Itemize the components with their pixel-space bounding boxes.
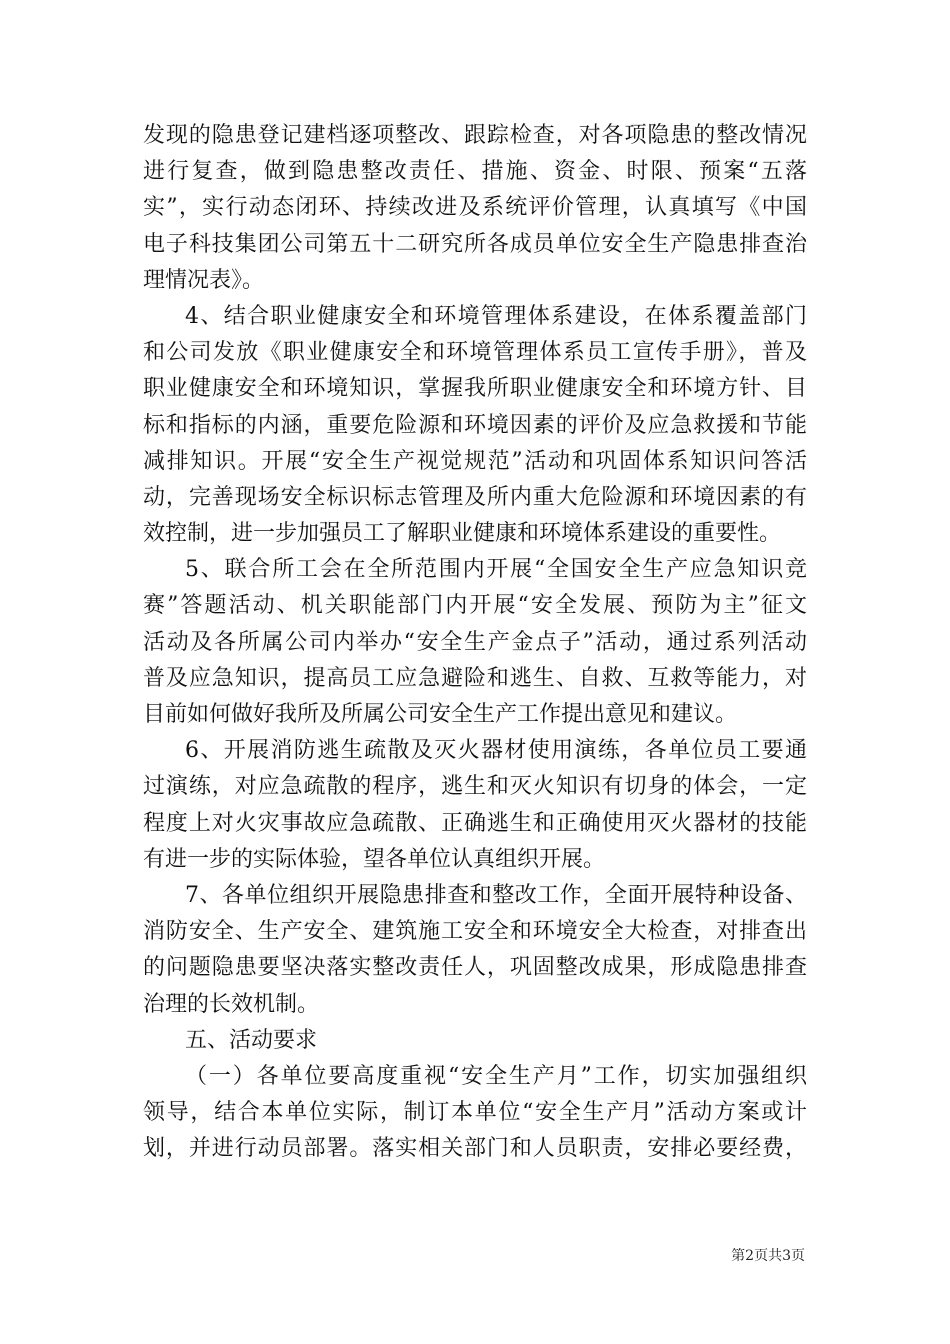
text-line: 程度上对火灾事故应急疏散、正确逃生和正确使用灭火器材的技能: [143, 810, 807, 836]
text-line: 实”，实行动态闭环、持续改进及系统评价管理，认真填写《中国: [143, 195, 807, 221]
paragraph: [143, 299, 807, 552]
page-number: 第2页共3页: [731, 1248, 805, 1264]
text-line: 效控制，进一步加强员工了解职业健康和环境体系建设的重要性。: [143, 521, 782, 547]
text-line: 过演练，对应急疏散的程序，逃生和灭火知识有切身的体会，一定: [143, 774, 807, 800]
text-line: 普及应急知识，提高员工应急避险和逃生、自救、互救等能力，对: [143, 665, 807, 691]
text-line: 7、各单位组织开展隐患排查和整改工作，全面开展特种设备、: [185, 882, 807, 908]
text-line: 进行复查，做到隐患整改责任、措施、资金、时限、预案“五落: [143, 159, 807, 185]
text-line: 5、联合所工会在全所范围内开展“全国安全生产应急知识竞: [185, 557, 807, 583]
text-line: 职业健康安全和环境知识，掌握我所职业健康安全和环境方针、目: [143, 376, 807, 402]
paragraph: [143, 878, 807, 1023]
text-line: 赛”答题活动、机关职能部门内开展“安全发展、预防为主”征文: [143, 593, 807, 619]
paragraph: [143, 118, 807, 299]
text-line: 活动及各所属公司内举办“安全生产金点子”活动，通过系列活动: [143, 629, 807, 655]
text-line: 标和指标的内涵，重要危险源和环境因素的评价及应急救援和节能: [143, 412, 807, 438]
paragraph: [143, 1059, 807, 1168]
text-line: 理情况表》。: [143, 267, 265, 293]
text-line: 治理的长效机制。: [143, 991, 320, 1017]
paragraph: [143, 1023, 807, 1059]
text-line: 6、开展消防逃生疏散及灭火器材使用演练，各单位员工要通: [185, 738, 807, 764]
paragraph: [143, 552, 807, 733]
text-line: 领导，结合本单位实际，制订本单位“安全生产月”活动方案或计: [143, 1100, 807, 1126]
text-line: 发现的隐患登记建档逐项整改、跟踪检查，对各项隐患的整改情况: [143, 123, 807, 148]
text-line: 消防安全、生产安全、建筑施工安全和环境安全大检查，对排查出: [143, 919, 807, 945]
text-line: 4、结合职业健康安全和环境管理体系建设，在体系覆盖部门: [185, 303, 807, 329]
text-line: 目前如何做好我所及所属公司安全生产工作提出意见和建议。: [143, 702, 738, 727]
text-line: 动，完善现场安全标识标志管理及所内重大危险源和环境因素的有: [143, 484, 807, 510]
document-body: [143, 118, 807, 1167]
text-line: 五、活动要求: [185, 1027, 318, 1053]
text-line: 的问题隐患要坚决落实整改责任人，巩固整改成果，形成隐患排查: [143, 955, 807, 981]
text-line: 减排知识。开展“安全生产视觉规范”活动和巩固体系知识问答活: [143, 448, 807, 474]
text-line: 电子科技集团公司第五十二研究所各成员单位安全生产隐患排查治: [143, 231, 807, 257]
text-line: 有进一步的实际体验，望各单位认真组织开展。: [143, 846, 606, 872]
text-line: （一）各单位要高度重视“安全生产月”工作，切实加强组织: [185, 1063, 807, 1089]
text-line: 和公司发放《职业健康安全和环境管理体系员工宣传手册》，普及: [143, 340, 807, 366]
paragraph: [143, 733, 807, 878]
text-line: 划，并进行动员部署。落实相关部门和人员职责，安排必要经费，: [143, 1136, 807, 1162]
